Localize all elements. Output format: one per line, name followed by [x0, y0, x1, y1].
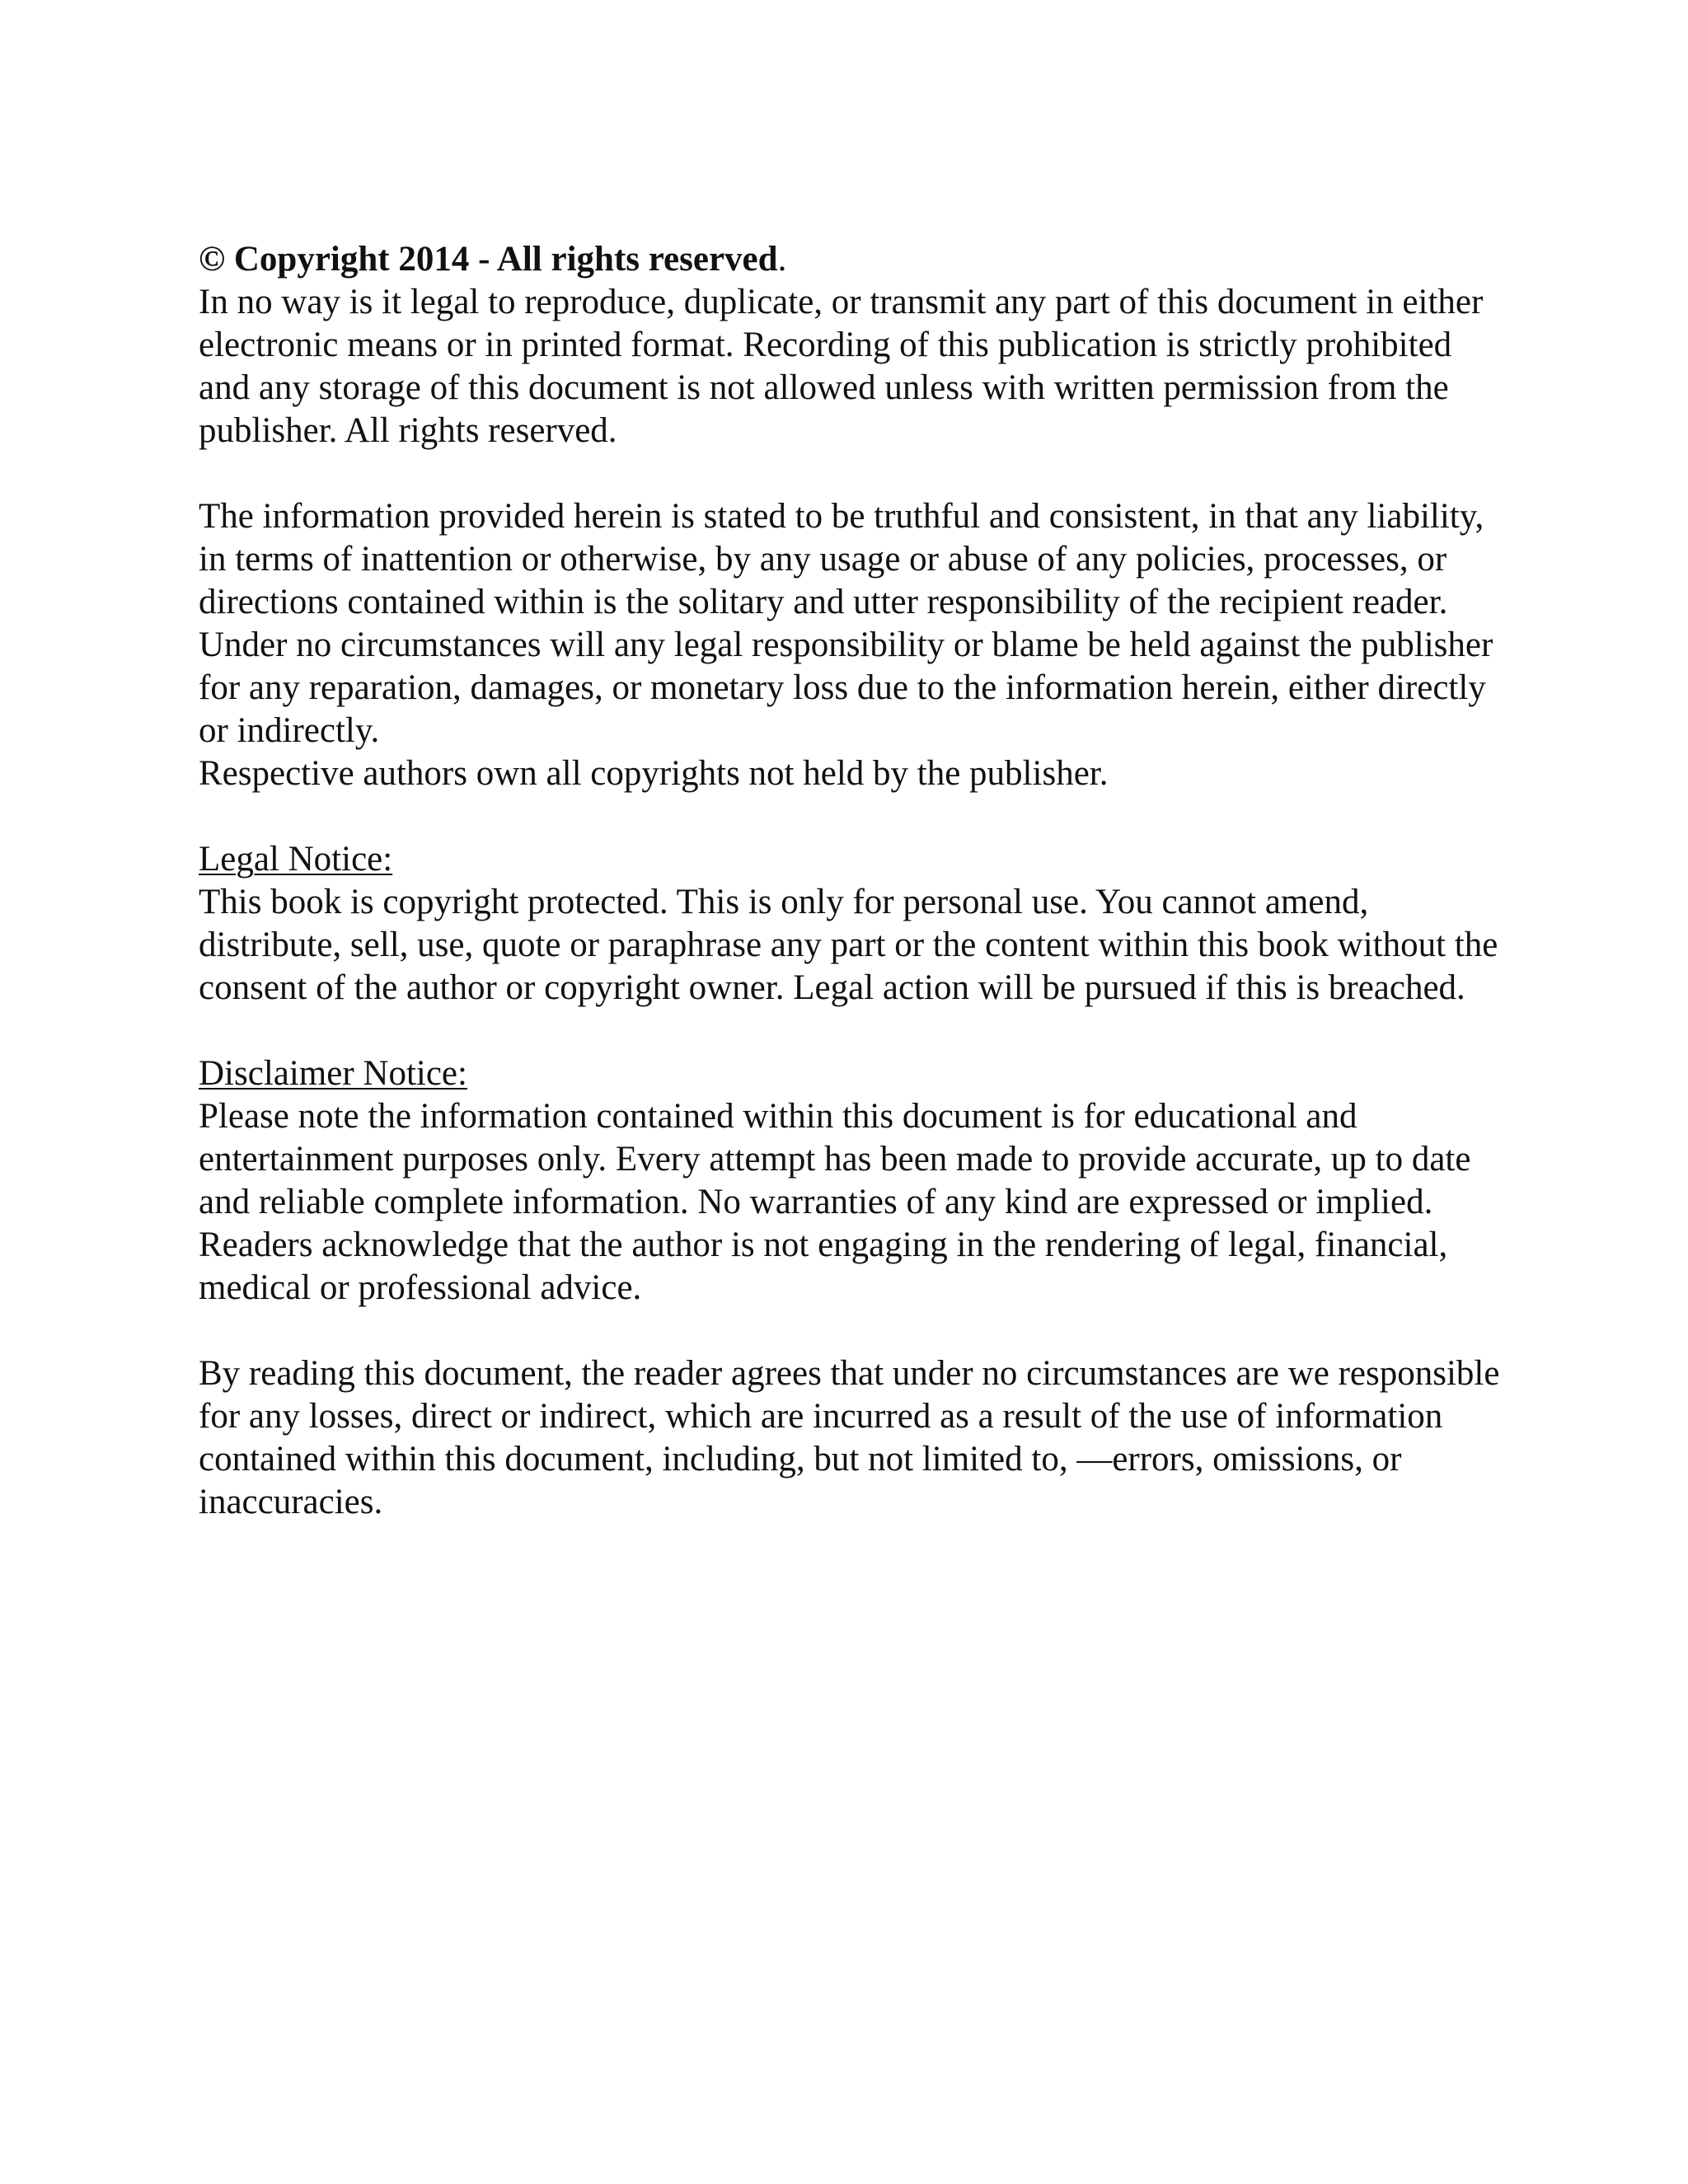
legal-notice-paragraph: This book is copyright protected. This is only for personal use. You cannot amend, distribute, sell, use, quote or paraphrase any part or the content within this book without the consent of the author or copyright owner. Legal action will be pursued if this is breached. — [199, 883, 1498, 1007]
closing-paragraph: By reading this document, the reader agrees that under no circumstances are we responsible for any losses, direct or indirect, which are incurred as a result of the use of information contained within this document, including, but not limited to, —errors, omissions, or inaccuracies. — [199, 1354, 1500, 1521]
information-paragraph: The information provided herein is stated to be truthful and consistent, in that any liability, in terms of inattention or otherwise, by any usage or abuse of any policies, processes, or directions contained within is the solitary and utter responsibility of the recipient reader. Under no circumstances will any legal responsibility or blame be held against the publisher for any reparation, damages, or monetary loss due to the information herein, either directly or indirectly. — [199, 497, 1493, 750]
copyright-title-bold: © Copyright 2014 - All rights reserved — [199, 240, 778, 279]
authors-copyright-line: Respective authors own all copyrights not held by the publisher. — [199, 754, 1109, 793]
disclaimer-notice-heading: Disclaimer Notice: — [199, 1054, 467, 1093]
copyright-paragraph: In no way is it legal to reproduce, duplicate, or transmit any part of this document in either electronic means or in printed format. Recording of this publication is strictly prohibited and any storage of this document is not allowed unless with written permission from the publisher. All rights reserved. — [199, 283, 1484, 450]
copyright-title — [199, 238, 1509, 281]
disclaimer-notice-paragraph: Please note the information contained within this document is for educational and entertainment purposes only. Every attempt has been made to provide accurate, up to date and reliable complete information. No warranties of any kind are expressed or implied. Readers acknowledge that the author is not engaging in the rendering of legal, financial, medical or professional advice. — [199, 1097, 1471, 1307]
copyright-title-tail: . — [777, 240, 787, 279]
paragraph-spacer — [199, 452, 1509, 495]
paragraph-spacer — [199, 795, 1509, 838]
paragraph-spacer — [199, 1010, 1509, 1052]
page-content — [199, 238, 1509, 1524]
paragraph-spacer — [199, 1310, 1509, 1352]
legal-notice-heading: Legal Notice: — [199, 840, 393, 879]
